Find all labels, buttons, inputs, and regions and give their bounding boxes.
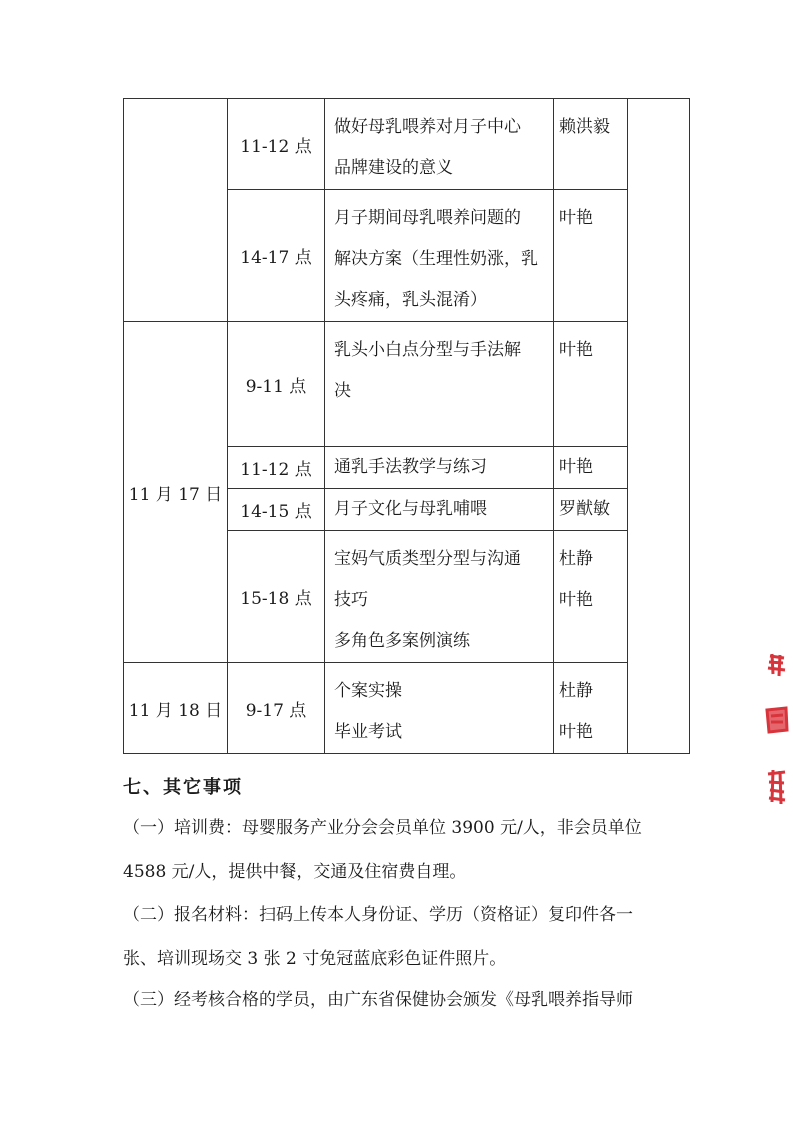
table-row [124,663,690,754]
topic-line: 个案实操 [334,681,402,701]
speaker-cell [554,99,628,190]
speaker-name: 叶艳 [559,590,593,610]
topic-cell [325,489,554,531]
speaker-name: 叶艳 [559,208,593,228]
topic-cell [325,322,554,447]
paragraph-fee [123,806,703,894]
speaker-name: 赖洪毅 [559,117,610,137]
topic-cell [325,99,554,190]
paragraph-line: （一）培训费：母婴服务产业分会会员单位 3900 元/人，非会员单位 [123,818,642,838]
time-cell: 14-17 点 [228,190,325,322]
paragraph-line: （二）报名材料：扫码上传本人身份证、学历（资格证）复印件各一 [123,905,633,925]
topic-cell [325,531,554,663]
topic-cell [325,190,554,322]
speaker-name: 叶艳 [559,722,593,742]
speaker-name: 罗猷敏 [559,499,610,519]
topic-line: 多角色多案例演练 [334,631,470,651]
schedule-table [123,98,690,754]
speaker-cell [554,663,628,754]
topic-line: 宝妈气质类型分型与沟通 [334,549,521,569]
topic-line: 头疼痛，乳头混淆） [334,290,487,310]
section-heading: 七、其它事项 [123,777,243,798]
time-cell: 9-17 点 [228,663,325,754]
speaker-cell [554,447,628,489]
time-cell: 14-15 点 [228,489,325,531]
table-row [124,322,690,447]
time-cell: 15-18 点 [228,531,325,663]
topic-line: 技巧 [334,590,368,610]
speaker-cell [554,531,628,663]
speaker-name: 叶艳 [559,340,593,360]
topic-line: 通乳手法教学与练习 [334,457,487,477]
speaker-name: 杜静 [559,549,593,569]
table-row [124,99,690,190]
topic-line: 品牌建设的意义 [334,158,453,178]
date-cell: 11 月 17 日 [124,322,228,663]
speaker-name: 叶艳 [559,457,593,477]
speaker-cell [554,489,628,531]
date-cell [124,99,228,322]
time-cell: 11-12 点 [228,99,325,190]
paragraph-materials [123,893,703,981]
time-cell: 11-12 点 [228,447,325,489]
topic-line: 乳头小白点分型与手法解 [334,340,521,360]
speaker-cell [554,190,628,322]
paragraph-certificate [123,978,703,1022]
time-cell: 9-11 点 [228,322,325,447]
topic-line: 解决方案（生理性奶涨，乳 [334,249,538,269]
paragraph-line: 4588 元/人，提供中餐，交通及住宿费自理。 [123,862,467,882]
seal-stamp-fragment [764,652,790,812]
speaker-cell [554,322,628,447]
blank-column [628,99,690,754]
paragraph-line: 张、培训现场交 3 张 2 寸免冠蓝底彩色证件照片。 [123,949,507,969]
topic-line: 做好母乳喂养对月子中心 [334,117,521,137]
paragraph-line: （三）经考核合格的学员，由广东省保健协会颁发《母乳喂养指导师 [123,990,633,1010]
topic-line: 月子期间母乳喂养问题的 [334,208,521,228]
topic-cell [325,663,554,754]
topic-line: 决 [334,381,351,401]
speaker-name: 杜静 [559,681,593,701]
topic-line: 月子文化与母乳哺喂 [334,499,487,519]
date-cell: 11 月 18 日 [124,663,228,754]
topic-cell [325,447,554,489]
topic-line: 毕业考试 [334,722,402,742]
